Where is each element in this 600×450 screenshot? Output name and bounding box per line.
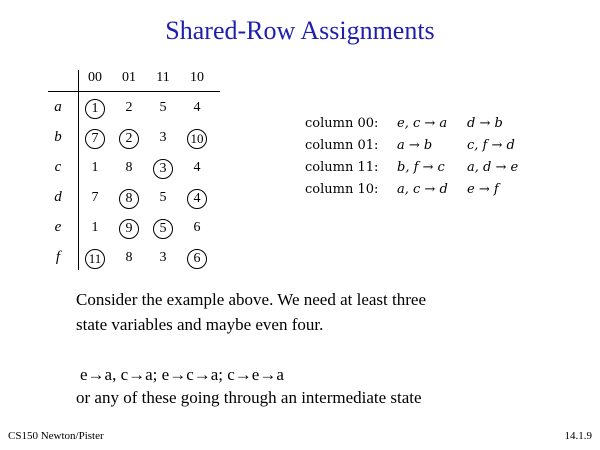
assignment-expression-1: a → b <box>397 138 433 153</box>
next-state-cell <box>146 130 180 146</box>
cell-value: 11 <box>85 249 105 269</box>
cell-value: 1 <box>85 99 105 119</box>
row-label: a <box>54 99 62 115</box>
row-label: e <box>54 219 62 235</box>
next-state-cell <box>78 160 112 176</box>
table-horizontal-divider <box>48 91 220 92</box>
cell-value: 10 <box>187 129 207 149</box>
assignment-expression-2: c, f → d <box>467 138 515 153</box>
cell-value: 2 <box>119 129 139 149</box>
next-state-cell <box>112 100 146 116</box>
cell-value: 5 <box>159 100 167 115</box>
column-header: 10 <box>190 70 204 85</box>
stable-state-cell <box>78 129 112 149</box>
next-state-cell <box>78 190 112 206</box>
row-label: b <box>54 129 62 145</box>
assignment-column-label: column 11: <box>305 160 379 175</box>
column-header: 11 <box>156 70 170 85</box>
cell-value: 3 <box>153 159 173 179</box>
row-label: f <box>55 249 61 265</box>
cell-value: 8 <box>125 250 133 265</box>
cell-value: 9 <box>119 219 139 239</box>
cell-value: 2 <box>125 100 133 115</box>
cell-value: 7 <box>91 190 99 205</box>
cell-value: 5 <box>159 190 167 205</box>
footer-slide-number: 14.1.9 <box>564 430 592 442</box>
cell-value: 3 <box>159 250 167 265</box>
stable-state-cell <box>78 99 112 119</box>
cell-value: 8 <box>125 160 133 175</box>
assignment-column-label: column 01: <box>305 138 379 153</box>
cell-value: 4 <box>187 189 207 209</box>
paragraph-line-3: e→a, c→a; e→c→a; c→e→a <box>80 365 284 384</box>
assignment-column-label: column 00: <box>305 116 379 131</box>
assignment-expression-1: a, c → d <box>397 182 448 197</box>
column-header: 00 <box>88 70 102 85</box>
next-state-cell <box>78 220 112 236</box>
stable-state-cell <box>180 189 214 209</box>
assignment-expression-1: e, c → a <box>397 116 448 131</box>
cell-value: 8 <box>119 189 139 209</box>
footer-course: CS150 Newton/Pister <box>8 430 104 442</box>
assignment-expression-2: e → f <box>467 182 499 197</box>
next-state-cell <box>146 100 180 116</box>
next-state-cell <box>112 160 146 176</box>
cell-value: 6 <box>193 220 201 235</box>
cell-value: 6 <box>187 249 207 269</box>
stable-state-cell <box>112 219 146 239</box>
next-state-cell <box>146 190 180 206</box>
cell-value: 3 <box>159 130 167 145</box>
column-header: 01 <box>122 70 136 85</box>
stable-state-cell <box>146 219 180 239</box>
next-state-cell <box>180 160 214 176</box>
stable-state-cell <box>180 249 214 269</box>
cell-value: 1 <box>91 220 99 235</box>
paragraph-line-1: Consider the example above. We need at least three <box>76 290 426 309</box>
assignment-expression-2: d → b <box>467 116 503 131</box>
stable-state-cell <box>112 129 146 149</box>
next-state-cell <box>180 100 214 116</box>
next-state-cell <box>112 250 146 266</box>
stable-state-cell <box>112 189 146 209</box>
cell-value: 7 <box>85 129 105 149</box>
assignment-expression-1: b, f → c <box>397 160 445 175</box>
assignment-column-label: column 10: <box>305 182 379 197</box>
paragraph-line-2: state variables and maybe even four. <box>76 315 324 334</box>
stable-state-cell <box>78 249 112 269</box>
cell-value: 1 <box>91 160 99 175</box>
stable-state-cell <box>180 129 214 149</box>
next-state-cell <box>146 250 180 266</box>
next-state-cell <box>180 220 214 236</box>
cell-value: 4 <box>193 100 201 115</box>
cell-value: 5 <box>153 219 173 239</box>
row-label: c <box>54 159 62 175</box>
paragraph-line-4: or any of these going through an intermediate state <box>76 388 422 407</box>
row-label: d <box>54 189 62 205</box>
assignment-expression-2: a, d → e <box>467 160 519 175</box>
cell-value: 4 <box>193 160 201 175</box>
stable-state-cell <box>146 159 180 179</box>
slide-title: Shared-Row Assignments <box>165 16 435 45</box>
